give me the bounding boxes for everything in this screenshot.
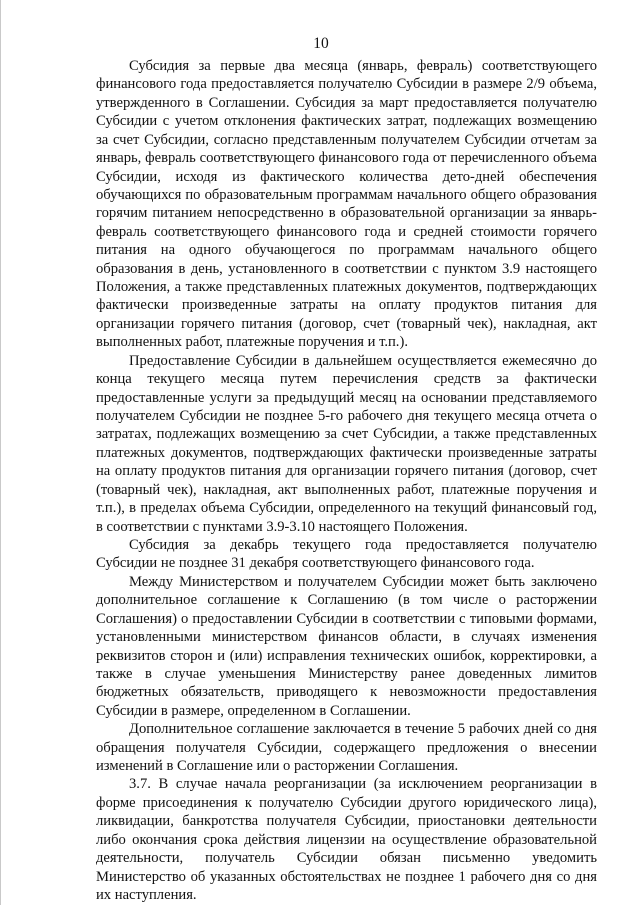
- paragraph-agreement-term: Дополнительное соглашение заключается в течение 5 рабочих дней со дня обращения получателя Субсидии, содержащего предложения о внесении изменений в Соглашение или о расторжении Соглашения.: [96, 721, 597, 775]
- document-body: [96, 57, 597, 904]
- page-number: 10: [313, 35, 329, 52]
- paragraph-monthly-provision: Предоставление Субсидии в дальнейшем осуществляется ежемесячно до конца текущего месяца путем перечисления средств за фактически предоставленные услуги за предыдущий месяц на основании представляемого получателем Субсидии не позднее 5-го рабочего дня текущего месяца отчета о затратах, подлежащих возмещению за счет Субсидии, а также представленных платежных документов, подтверждающих фактически произведенные затраты на оплату продуктов питания для организации горячего питания (договор, счет (товарный чек), накладная, акт выполненных работ, платежные поручения и т.п.), в пределах объема Субсидии, определенного на текущий финансовый год, в соответствии с пунктами 3.9-3.10 настоящего Положения.: [96, 352, 597, 535]
- paragraph-subsidy-first-months: Субсидия за первые два месяца (январь, февраль) соответствующего финансового года предоставляется получателю Субсидии в размере 2/9 объема, утвержденного в Соглашении. Субсидия за март предоставляется получателю Субсидии с учетом отклонения фактических затрат, подлежащих возмещению за счет Субсидии, согласно представленным получателем Субсидии отчетам за январь, февраль соответствующего финансового года от перечисленного объема Субсидии, исходя из фактического количества дето-дней обеспечения обучающихся по образовательным программам начального общего образования горячим питанием непосредственно в образовательной организации за январь-февраль соответствующего финансового года и средней стоимости горячего питания на одного обучающегося по программам начального общего образования в день, установленного в соответствии с пунктом 3.9 настоящего Положения, а также представленных платежных документов, подтверждающих фактически произведенные затраты на оплату продуктов питания для организации горячего питания (договор, счет (товарный чек), накладная, акт выполненных работ, платежные поручения и т.п.).: [96, 58, 597, 351]
- paragraph-december-subsidy: Субсидия за декабрь текущего года предоставляется получателю Субсидии не позднее 31 декабря соответствующего финансового года.: [96, 536, 597, 572]
- paragraph-additional-agreement: Между Министерством и получателем Субсидии может быть заключено дополнительное соглашение к Соглашению (в том числе о расторжении Соглашения) о предоставлении Субсидии в соответствии с типовыми формами, установленными министерством финансов области, в случаях изменения реквизитов сторон и (или) исправления технических ошибок, корректировки, а также в случае уменьшения Министерству ранее доведенных лимитов бюджетных обязательств, приводящего к невозможности предоставления Субсидии в размере, определенном в Соглашении.: [96, 573, 597, 719]
- paragraph-section-3-7: 3.7. В случае начала реорганизации (за исключением реорганизации в форме присоединения к получателю Субсидии другого юридического лица), ликвидации, банкротства получателя Субсидии, приостановки деятельности либо окончания срока действия лицензии на осуществление образовательной деятельности, получатель Субсидии обязан письменно уведомить Министерство об указанных обстоятельствах не позднее 1 рабочего дня со дня их наступления.: [96, 776, 597, 903]
